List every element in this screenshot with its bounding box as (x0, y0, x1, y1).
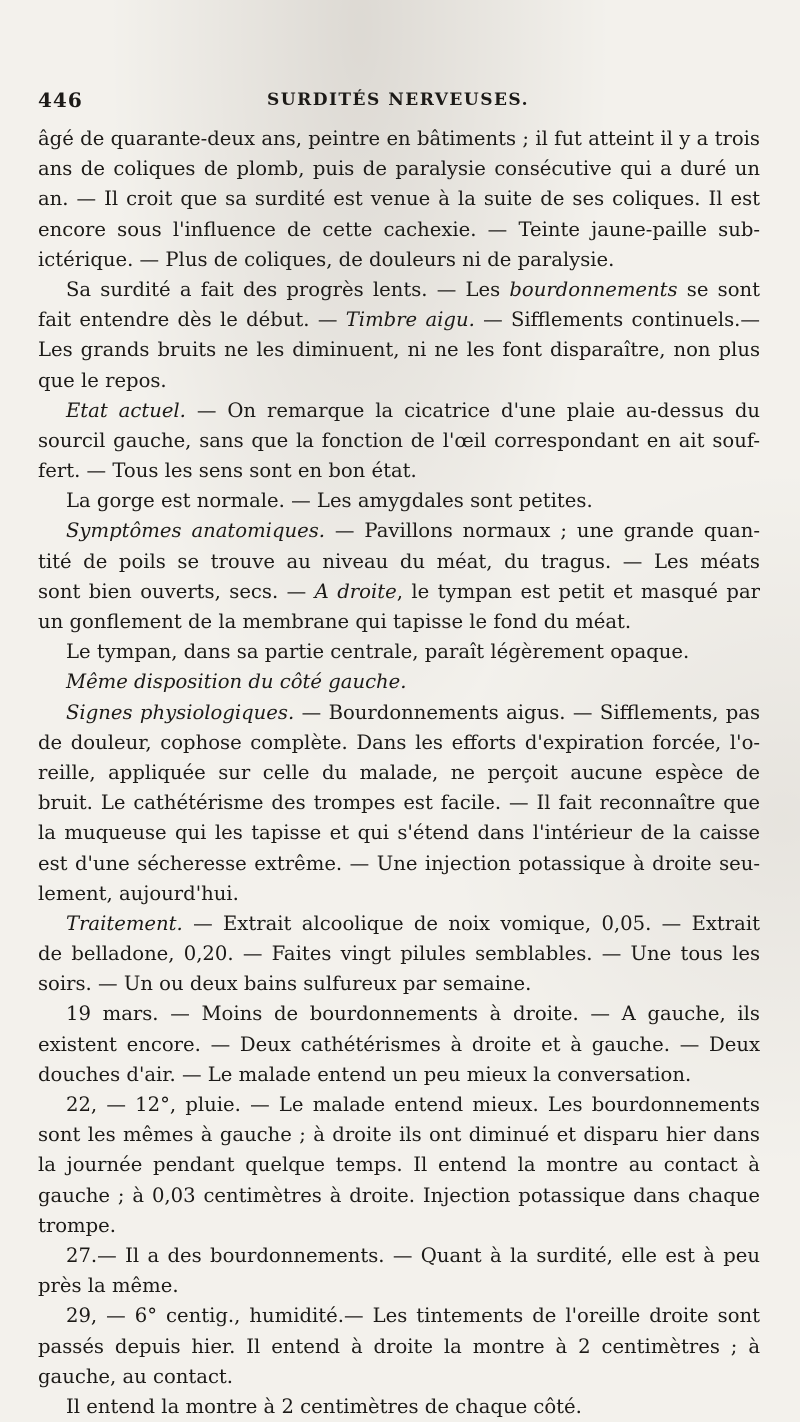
text-segment: Sa surdité a fait des progrès lents. — Les (66, 277, 510, 301)
text-line: an. — Il croit que sa surdité est venue à la suite de ses coliques. Il est (38, 187, 760, 211)
text-line: âgé de quarante-deux ans, peintre en bâtiments ; il fut atteint il y a trois (38, 127, 760, 150)
text-line: Il entend la montre à 2 centimètres de chaque côté. (66, 1394, 582, 1418)
text-line: 27.— Il a des bourdonnements. — Quant à la surdité, elle est à peu (66, 1243, 760, 1267)
text-line: gauche ; à 0,03 centimètres à droite. Injection potassique dans chaque (38, 1183, 760, 1207)
text-line: sont les mêmes à gauche ; à droite ils ont diminué et disparu hier dans (38, 1123, 760, 1147)
italic-text: Timbre aigu. (345, 308, 475, 332)
text-line: près la même. (38, 1274, 179, 1298)
text-line: encore sous l'influence de cette cachexie. — Teinte jaune-paille sub- (38, 217, 760, 241)
text-line: est d'une sécheresse extrême. — Une injection potassique à droite seu- (38, 851, 760, 875)
text-line (38, 275, 760, 305)
italic-text: Symptômes anatomiques. (66, 519, 325, 543)
text-line: fert. — Tous les sens sont en bon état. (38, 459, 417, 483)
text-line: gauche, au contact. (38, 1364, 234, 1388)
text-line: tité de poils se trouve au niveau du méat, du tragus. — Les méats (38, 549, 760, 573)
text-line: sourcil gauche, sans que la fonction de l'œil correspondant en ait souf- (38, 428, 760, 452)
text-line: Les grands bruits ne les diminuent, ni ne les font disparaître, non plus (38, 338, 760, 362)
text-line: reille, appliquée sur celle du malade, ne perçoit aucune espèce de (38, 760, 760, 784)
text-line: soirs. — Un ou deux bains sulfureux par semaine. (38, 972, 532, 996)
text-line (38, 667, 760, 697)
italic-text: Signes physiologiques. (66, 700, 295, 724)
text-segment: — On remarque la cicatrice d'une plaie au-dessus du (185, 398, 760, 422)
page-number: 446 (38, 88, 83, 112)
text-line (38, 516, 760, 546)
text-line: 22, — 12°, pluie. — Le malade entend mieux. Les bourdonnements (66, 1093, 760, 1116)
text-line: que le repos. (38, 368, 167, 392)
text-segment: — Pavillons normaux ; une grande quan- (324, 519, 760, 543)
text-line: ans de coliques de plomb, puis de paralysie consécutive qui a duré un (38, 157, 760, 181)
text-line: passés depuis hier. Il entend à droite la montre à 2 centimètres ; à (38, 1334, 760, 1358)
text-segment: — Bourdonnements aigus. — Sifflements, pas (294, 700, 761, 724)
text-line (38, 305, 760, 335)
text-line: La gorge est normale. — Les amygdales sont petites. (66, 489, 593, 513)
text-line: la muqueuse qui les tapisse et qui s'étend dans l'intérieur de la caisse (38, 821, 760, 845)
text-line: bruit. Le cathétérisme des trompes est facile. — Il fait reconnaître que (38, 791, 760, 815)
text-line: 19 mars. — Moins de bourdonnements à droite. — A gauche, ils (66, 1002, 760, 1026)
text-line (38, 577, 760, 607)
running-title: SURDITÉS NERVEUSES. (266, 90, 530, 110)
text-segment: — Extrait alcoolique de noix vomique, 0,05. — Extrait (182, 911, 760, 935)
text-line: un gonflement de la membrane qui tapisse le fond du méat. (38, 610, 632, 633)
italic-text: Etat actuel. (66, 398, 186, 422)
text-segment: fait entendre dès le début. — (38, 308, 346, 332)
text-segment: se sont (677, 277, 760, 301)
italic-text: Même disposition du côté gauche. (66, 670, 407, 694)
page-header (38, 88, 758, 118)
italic-text: bourdonnements (509, 277, 678, 301)
italic-text: Traitement. (66, 911, 183, 935)
text-segment: — Sifflements continuels.— (474, 308, 760, 332)
text-line (38, 909, 760, 939)
text-line: Le tympan, dans sa partie centrale, paraît légèrement opaque. (66, 640, 690, 664)
text-line: existent encore. — Deux cathétérismes à droite et à gauche. — Deux (38, 1032, 760, 1056)
text-line (38, 698, 760, 728)
italic-text: A droite (314, 579, 397, 603)
text-line: 29, — 6° centig., humidité.— Les tintements de l'oreille droite sont (66, 1304, 760, 1328)
text-line: la journée pendant quelque temps. Il entend la montre au contact à (38, 1153, 760, 1177)
text-line (38, 396, 760, 426)
text-line: douches d'air. — Le malade entend un peu mieux la conversation. (38, 1062, 692, 1086)
text-line: lement, aujourd'hui. (38, 881, 239, 905)
text-line: de belladone, 0,20. — Faites vingt pilules semblables. — Une tous les (38, 942, 760, 966)
text-segment: , le tympan est petit et masqué par (396, 579, 760, 603)
text-segment: sont bien ouverts, secs. — (38, 579, 315, 603)
text-line: trompe. (38, 1213, 116, 1237)
body-text (38, 124, 760, 1422)
text-line: ictérique. — Plus de coliques, de douleurs ni de paralysie. (38, 247, 615, 271)
text-line: de douleur, cophose complète. Dans les efforts d'expiration forcée, l'o- (38, 730, 760, 754)
